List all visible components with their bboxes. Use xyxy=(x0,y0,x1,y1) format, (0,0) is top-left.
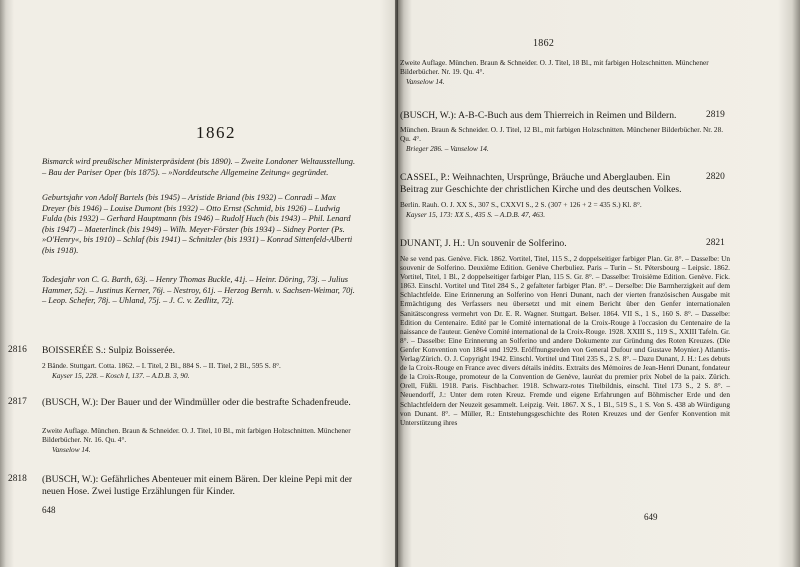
year-heading: 1862 xyxy=(196,123,236,142)
entry-number: 2817 xyxy=(8,397,27,407)
page-number: 648 xyxy=(42,505,56,515)
entry-heading: (BUSCH, W.): A-B-C-Buch aus dem Thierreich in Reimen und Bildern. xyxy=(400,110,677,121)
entry-detail: Berlin. Rauh. O. J. XX S., 307 S., CXXVI S., 2 S. (307 + 126 + 2 = 435 S.) Kl. 8°. xyxy=(400,200,642,209)
left-page xyxy=(0,0,398,567)
running-head: 1862 xyxy=(533,38,555,49)
entry-heading: DUNANT, J. H.: Un souvenir de Solferino. xyxy=(400,238,567,249)
continuation-detail: Zweite Auflage. München. Braun & Schneider. O. J. Titel, 18 Bl., mit farbigen Holzschnitten. Münchener Bilderbücher. Nr. 19. Qu. 4°. xyxy=(400,58,709,77)
entry-detail: München. Braun & Schneider. O. J. Titel, 12 Bl., mit farbigen Holzschnitten. Münchener Bilderbücher. Nr. 28. Qu. 4°. xyxy=(400,125,724,144)
entry-heading: BOISSERÉE S.: Sulpiz Boisserée. xyxy=(42,345,175,356)
entry-detail: Zweite Auflage. München. Braun & Schneider. O. J. Titel, 10 Bl., mit farbigen Holzschnitten. Münchener Bilderbücher. Nr. 16. Qu. 4°. xyxy=(42,426,351,445)
entry-number: 2820 xyxy=(706,172,725,182)
entry-detail: 2 Bände. Stuttgart. Cotta. 1862. – I. Titel, 2 Bl., 884 S. – II. Titel, 2 Bl., 595 S. 8°. xyxy=(42,361,281,370)
entry-number: 2816 xyxy=(8,345,27,355)
deaths-paragraph: Todesjahr von C. G. Barth, 63j. – Henry Thomas Buckle, 41j. – Heinr. Döring, 73j. – Julius Hammer, 52j. – Justinus Kerner, 76j. – Nestroy, 61j. – Herzog Bernh. v. Sachsen-Weimar, 70j. – Leop. Schefer, 78j. – Uhland, 75j. – J. C. v. Zedlitz, 72j. xyxy=(42,275,355,306)
continuation-refs: Vanselow 14. xyxy=(406,77,445,86)
entry-refs: Brieger 286. – Vanselow 14. xyxy=(406,144,489,153)
right-page xyxy=(398,0,800,567)
entry-refs: Kayser 15, 228. – Kosch I, 137. – A.D.B. 3, 90. xyxy=(52,371,190,380)
entry-refs: Kayser 15, 173: XX S., 435 S. – A.D.B. 47, 463. xyxy=(406,210,546,219)
entry-number: 2821 xyxy=(706,238,725,248)
entry-number: 2818 xyxy=(8,474,27,484)
entry-heading: (BUSCH, W.): Gefährliches Abenteuer mit einem Bären. Der kleine Pepi mit der neuen Hose. Zwei lustige Erzählungen für Kinder. xyxy=(42,474,353,497)
page-number: 649 xyxy=(644,512,658,522)
events-paragraph: Bismarck wird preußischer Ministerpräsident (bis 1890). – Zweite Londoner Weltausstellung. – Bau der Pariser Oper (bis 1875). – »Norddeutsche Allgemeine Zeitung« gegründet. xyxy=(42,157,356,177)
entry-heading: CASSEL, P.: Weihnachten, Ursprünge, Bräuche und Aberglauben. Ein Beitrag zur Geschichte der christlichen Kirche und des deutschen Volkes. xyxy=(400,172,682,195)
entry-heading: (BUSCH, W.): Der Bauer und der Windmüller oder die bestrafte Schadenfreude. xyxy=(42,397,351,408)
births-paragraph: Geburtsjahr von Adolf Bartels (bis 1945) – Aristide Briand (bis 1932) – Conradi – Max Dreyer (bis 1946) – Louise Dumont (bis 1932) – Otto Ernst (Schmid, bis 1926) – Ludwig Fulda (bis 1932) – Gerhard Hauptmann (bis 1946) – Rudolf Huch (bis 1943) – Phil. Lenard (bis 1947) – Maeterlinck (bis 1949) – Wilh. Meyer-Förster (bis 1934) – Sidney Porter (Ps. »O'Henry«, bis 1910) – Schlaf (bis 1941) – Schnitzler (bis 1931) – Konrad Sittenfeld-Alberti (bis 1918). xyxy=(42,193,353,255)
entry-refs: Vanselow 14. xyxy=(52,445,91,454)
entry-detail: Ne se vend pas. Genève. Fick. 1862. Vortitel, Titel, 115 S., 2 doppelseitiger farbiger Plan. Gr. 8°. – Dasselbe: Un souvenir de Solferino. Deuxième Edition. Genève Cherbuliez. Paris – Turin – St. Pétersbourg – Leipsic. 1862. Vortitel, Titel, 1 Bl., 2 doppelseitiger farbiger Plan, 115 S. Gr. 8°. – Dasselbe: Troisième Edition. Genève. Fick. 1863. Einschl. Vortitel und Titel 284 S., 2 gefalteter farbiger Plan. 8°. – Derselbe: Die Barmherzigkeit auf dem Schlachtfelde. Eine Erinnerung an Solferino von Henri Dunant, nach der vierten französischen Ausgabe mit Ermächtigung des Verfassers neu übersetzt und mit einem Bericht über den Genfer internationalen Sanitätscongress vermehrt von Dr. E. R. Wagner. Stuttgart. Belser. 1864. VII S., 1 S., 160 S. 8°. – Dasselbe: Edition du Centenaire. Edité par le Comité international de la Croix-Rouge à l'occasion du Centenaire de la naissance de l'auteur. Genève Comité international de la Croix-Rouge. 1928. XXIII S., 119 S., XXIII Tafeln. Gr. 8°. – Dasselbe: Eine Erinnerung an Solferino und andere Dokumente zur Gründung des Roten Kreuzes. (Die Genfer Konvention von 1864 und 1929. Eröffnungsreden von General Dufour und Gustave Moynier.) Atlantis-Verlag/Zürich. O. J. Copyright 1942. Einschl. Vortitel und Titel 235 S., 2 S. 8°. – Dazu Dunant, J. H.: Les debuts de la Croix-Rouge en France avec divers détails inédits. Extraits des Mémoires de Jean-Henri Dunant, fondateur de la Croix-Rouge, promoteur de la Convention de Genève, lauréat du premier prix Nobel de la paix. Zürich. Orell, Füßli. 1918. Paris. Fischbacher. 1918. Schwarz-rotes Titelbildnis, einschl. Titel 173 S., 2 S. 8°. – Neuendorff, J.: Unter dem roten Kreuz. Fremde und eigene Erfahrungen auf Böhmischer Erde und den Schlachtfeldern der Neuzeit gesammelt. Leipzig. Veit. 1867. X S., 1 Bl., 519 S., 1 S. Von S. 438 ab Würdigung von Dunant. 8°. – Müller, R.: Entstehungsgeschichte des Roten Kreuzes und der Genfer Konvention mit Unterstützung ihres xyxy=(400,254,730,427)
entry-number: 2819 xyxy=(706,110,725,120)
